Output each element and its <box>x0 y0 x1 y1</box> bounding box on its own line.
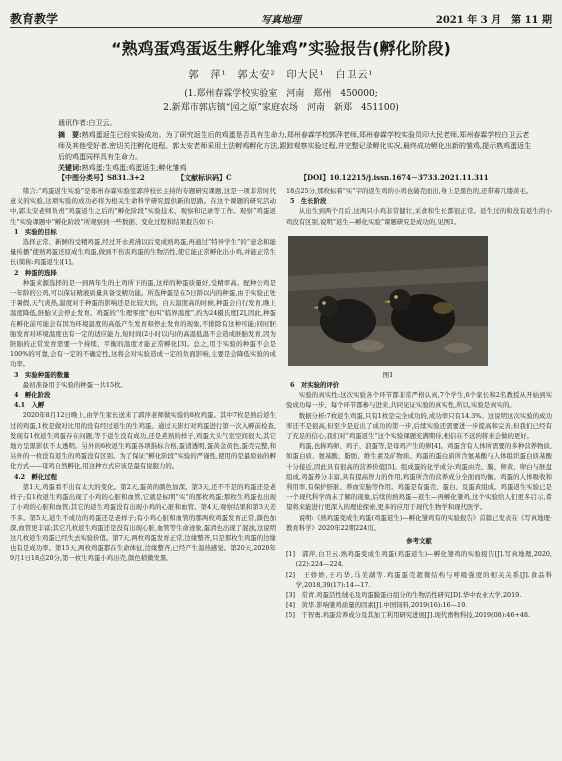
reference-item: [2] 王娇娇,王巧华,马美湖等.鸡蛋蛋壳超微结构与呼吸强度的相关关系[J].食品科学,2018,39(17):14—17. <box>286 570 552 589</box>
journal-section: 教育教学 <box>10 12 59 26</box>
body-paragraph: 从出生到两个月后,这两只小鸡非常健壮,采食和生长都很正常。返生过的和没有返生的小鸡没有区别,说明“返生—孵化实验”课题研究是成功的,见图1。 <box>286 207 552 226</box>
body-paragraph: 选择正常、新鲜的受精鸡蛋,经过开水煮沸以后变成熟鸡蛋,再通过“特异学生”的“意念和能量传播”使熟鸡蛋还原成生鸡蛋,做到不伤害鸡蛋的生物活性,使它能正常孵化出小鸡,并能正常生长(简称:鸡蛋返生)[1]。 <box>10 238 276 267</box>
body-paragraph: 鸡蛋,也称鸡卵、鸡子、浪蛋等,是母鸡产生的卵[4]。鸡蛋含有人体所需要的多种营养物质,如蛋白质、氨基酸、脂肪、维生素及矿物质。鸡蛋的蛋白质所含氨基酸与人体组织蛋白质基酸十分接近,因此具有很高的营养价值[5]。组成蛋的化学成分:鸡蛋由壳、膜、卵黄、卵白与胚盘组成,鸡蛋养分丰富,具有提高智力的作用,鸡蛋所含的营养成分全面而均衡。鸡蛋的人体吸收和利用率,有保护肝脏、养血安胎等作用。鸡蛋是有蛋壳、蛋白、及蛋黄组成。鸡蛋返生实验已是一个现代科学尚未了解的现象,后续的熟鸡蛋—返生—再孵化雏鸡,这个实验给人们更多启示,希望将来能进行更深入的理论探索,更多的应用于现代生物学和现代医学。 <box>286 442 552 512</box>
affiliation-1: (1.郑州春霖学校实验室 河南 郑州 450000; <box>184 89 378 99</box>
keywords-label: 关键词: <box>58 163 82 172</box>
section-heading: 6 对实验的评价 <box>290 381 340 389</box>
affiliation-2: 2.新郑市郭店镇“园之原”家庭农场 河南 新郑 451100) <box>163 103 399 113</box>
running-header <box>10 10 552 26</box>
body-paragraph: 数据分析:7枚返生鸡蛋,只有1枚是完全成功的,成功率只有14.3%。这说明这次实验的成功率还不是很高,但至少是近出了成功的第一步,后续实验还需要进一步提高和完善,但我们已经有了充足的信心,我们对“鸡蛋返生”这个实验课题充满期待,相信在不远的将来会做的更好。 <box>286 411 552 441</box>
journal-name: 写真地理 <box>261 15 301 26</box>
body-paragraph: 第1天,鸡蛋看不出有太大的变化。第2天,蛋黄的颜色加深。第3天,还不不是的鸡蛋还是老样子;有1枚返生鸡蛋出现了小鸡的心脏和血管,它就是标明“实”的那枚鸡蛋;那枚生鸡蛋也出现了小鸡的心脏和血管;其它的返生鸡蛋没有出现小鸡的心脏和血管。第4天,观察结果和第3天差不多。第5天,返生不成功的鸡蛋还是老样子;有小鸡心脏和血管的那两枚鸡蛋发育正常,颜色加深,血管更丰富;其它几枚返生鸡蛋还是没有出现心脏,血管等生命迹象,蛋清也出现了混浊,这说明这几枚返生鸡蛋已经失去实验价值。第7天,两枚鸡蛋发育正常,边缘整齐,只是那枚生鸡蛋的边缘也有是成功率。第15天,两枚鸡蛋都在生命体征,边缘整齐,已经产生温热感觉。第20天,2020年9月1日18点20分,第一枚生鸡蛋小鸡出壳,颜色稍微发黑。 <box>10 482 276 563</box>
body-paragraph: 实验的真实性:这次实验各个环节都非常严格认真,7个学生,6个家长和2名教授从开始到实验成功每一步、每个环节都参与进来,共同见证实验的真实性,所以,实验是真实的。 <box>286 391 552 410</box>
author-list: 郭 萍¹ 郭太安² 印大民¹ 白卫云¹ <box>188 70 374 81</box>
section-heading: 4 孵化阶段 <box>14 391 51 400</box>
section-heading: 3 实验种蛋的数量 <box>14 370 70 379</box>
chicks-illustration <box>288 236 488 366</box>
section-heading: 4.1 入孵 <box>14 401 45 410</box>
body-paragraph: 说明:《熟鸡蛋变成生鸡蛋(鸡蛋返生)—孵化雏鸡有的实验报告》首篇已发表在《写真地理·教育科学》2020年22期224页。 <box>286 513 552 532</box>
right-column-bottom <box>286 380 552 756</box>
corresponding-author: 通讯作者:白卫云。 <box>58 119 117 127</box>
section-heading: 5 生长阶段 <box>290 197 327 206</box>
abstract <box>58 129 532 163</box>
left-column <box>10 186 276 756</box>
body-paragraph: 18点25分,那枚标着“实”字的返生鸡的小鸡也破壳而出,身上是黑色的,还带着几缕黄毛。 <box>286 187 533 195</box>
header-rule <box>10 27 552 28</box>
body-paragraph: 2020年8月12日晚上,由学生家长送来了郭萍老师做实验的8枚鸡蛋。其中7枚是熟后返生过的鸡蛋,1枚是做对比用的没有经过返生的生鸡蛋。通过天影灯对鸡蛋进行第一次入孵前检查,发现有1枚返生鸡蛋存在问题,等于返生没有成功,还是煮熟的样子,鸡蛋大头气室空间很大,其它地方呈黑影状不太透明。另外的6枚返生鸡蛋各项指标合格,蛋清透明,蛋黄金黄色,蛋壳完整,和另外的一枚没有返生的鸡蛋没有区别。为了保证“孵化阶段”实验的严谨性,使用的是最原始的孵化方式——母鸡自然孵化,用这种方式应该是最有说服力的。 <box>10 411 276 471</box>
reference-item: [1] 郭萍,白卫云.熟鸡蛋变成生鸡蛋(鸡蛋返生)—孵化雏鸡的实验报告[J].写真地理,2020,(22):224—224. <box>286 550 552 569</box>
reference-item: [5] 于智勇.鸡蛋营养成分及其加工利用研究进展[J].现代畜牧科技,2019(08):46+48. <box>286 611 531 620</box>
figure-chicks-photo <box>288 236 488 366</box>
references-title: 参考文献 <box>406 537 432 546</box>
reference-item: [3] 常青.鸡蛋活性绒毛及鸡蛋膜蛋白组分的生物活性研究[D].华中农业大学,2019. <box>286 591 522 600</box>
body-paragraph: 种蛋来源选择的是一到两年生的土鸡所下的蛋,这样的种蛋质量好,受精率高。配种公鸡是一年龄的公鸡,可以保证精液质量具备受精功能。所选种蛋是在5日龄以内的种蛋,由于实验正处于暑假,天气炎热,温度对于种蛋的影响还是比较大的。白天温度高的时候,种蛋会自行发育,晚上温度降低,胚胎又会停止发育。鸡蛋的“生理零度”也叫“临界温度”,约为24摄氏度[2],因此,种蛋在孵化前可能会有因为环境温度的高低产生发育和停止发育的现象,不排除有这种可能;同时胚胎发育对环境温度也有一定的适应能力,短时间(2小时以内)的高温低温不会造成胚胎发育,因为胚胎的正常发育需要一个持续、平衡的温度才能正常孵化[3]。总之,用于实验的种蛋不会是100%的可靠,会有一定的不确定性,这将会对实验造成一定的负面影响,主要是会降低实验的成功率。 <box>10 278 276 369</box>
figure-caption: 图1 <box>382 371 394 379</box>
abstract-label: 摘 要: <box>58 130 82 139</box>
body-paragraph: 绪言:“鸡蛋返生实验”是郑州春霖实验室郭萍校长主持的专题研究课题,这是一项非常时代意义的实验,这项实验的成功必将为相关生命科学研究提供新的思路。在这个课题的研究活动中,郭太安老师负责“鸡蛋返生之后的”孵化阶段”实验技术、观察和记录等工作。观察“鸡蛋返生”实验课题中“孵化阶段”所观察到一些数据、变化过程和结果报告如下: <box>10 187 276 226</box>
issue-info: 2021 年 3 月 第 11 期 <box>435 15 552 26</box>
doi: 【DOI】10.12215/j.issn.1674－3733.2021.11.311 <box>300 173 489 182</box>
section-heading: 1 实验的目标 <box>14 227 57 236</box>
keywords-text: 熟鸡蛋;生鸡蛋;鸡蛋返生;孵化雏鸡 <box>81 164 187 172</box>
section-heading: 4.2 孵化过程 <box>14 472 58 481</box>
abstract-text: 熟鸡蛋返生已经实验成功。为了研究返生后的鸡蛋是否具有生命力,郑州春霖学校郭萍老师,郑州春霖学校实验员印大民老师,郑州春霖学校白卫云老师及其他受好者,密切关注孵化进程。郭太安老师采用土法孵鸡孵化方法,跟踪观察实验过程,并完整记录孵化实况,最终成功孵化出新的雏鸡,提示熟鸡蛋返生后的鸡蛋同样具有生命力。 <box>58 131 532 161</box>
reference-item: [4] 黄华.影响雏鸡质量的因素[J].中国饲料,2019(16):16—19. <box>286 601 468 610</box>
article-title: “熟鸡蛋鸡蛋返生孵化雏鸡”实验报告(孵化阶段) <box>111 39 451 58</box>
body-paragraph: 最初准备用于实验的种蛋一共15枚。 <box>22 380 127 389</box>
right-column-top <box>286 186 552 234</box>
clc-number: 【中图分类号】S831.3+2 <box>58 173 145 182</box>
document-code: 【文献标识码】C <box>177 173 232 182</box>
section-heading: 2 种蛋的选择 <box>14 268 57 277</box>
